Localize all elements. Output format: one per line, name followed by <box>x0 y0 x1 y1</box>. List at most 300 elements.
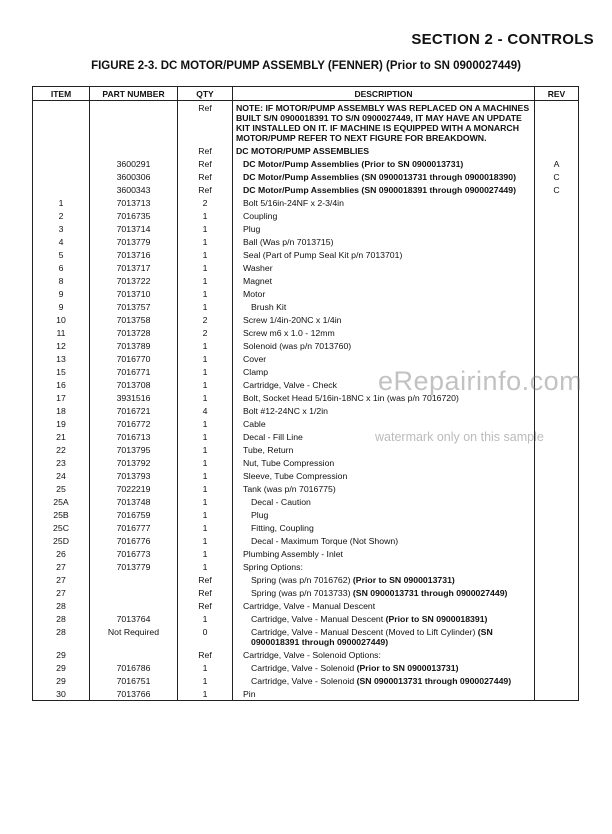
qty-cell: 1 <box>178 508 233 521</box>
table-row <box>33 612 579 625</box>
description-cell <box>233 209 535 222</box>
item-cell: 26 <box>33 547 90 560</box>
table-row <box>33 534 579 547</box>
part-number-cell: 7013766 <box>90 687 178 701</box>
description-cell <box>233 495 535 508</box>
qty-cell: 1 <box>178 482 233 495</box>
part-number-cell <box>90 144 178 157</box>
table-row <box>33 209 579 222</box>
item-cell: 12 <box>33 339 90 352</box>
rev-cell <box>535 495 579 508</box>
description-text: Ball (Was p/n 7013715) <box>243 237 334 247</box>
part-number-cell: 7016776 <box>90 534 178 547</box>
item-cell: 25B <box>33 508 90 521</box>
part-number-cell: 7013710 <box>90 287 178 300</box>
part-number-cell: 7016773 <box>90 547 178 560</box>
qty-cell: 1 <box>178 469 233 482</box>
watermark-brand: eRepairinfo.com <box>378 366 583 396</box>
qty-cell: 1 <box>178 534 233 547</box>
table-row <box>33 456 579 469</box>
table-row <box>33 404 579 417</box>
description-cell <box>233 648 535 661</box>
description-cell <box>233 612 535 625</box>
description-text: Cartridge, Valve - Solenoid Options: <box>243 650 381 660</box>
table-row <box>33 235 579 248</box>
table-row <box>33 313 579 326</box>
part-number-cell: 7016751 <box>90 674 178 687</box>
rev-cell <box>535 612 579 625</box>
description-text: Seal (Part of Pump Seal Kit p/n 7013701) <box>243 250 403 260</box>
part-number-cell: 7013717 <box>90 261 178 274</box>
rev-cell <box>535 560 579 573</box>
description-text: Tube, Return <box>243 445 294 455</box>
serial-range-text: (SN 0900013731 through 0900027449) <box>352 588 508 598</box>
qty-cell: 0 <box>178 625 233 648</box>
part-number-cell: 7016771 <box>90 365 178 378</box>
qty-cell: 1 <box>178 674 233 687</box>
description-cell <box>233 469 535 482</box>
table-row <box>33 547 579 560</box>
table-row <box>33 482 579 495</box>
qty-cell: 1 <box>178 365 233 378</box>
item-cell: 10 <box>33 313 90 326</box>
table-row <box>33 625 579 648</box>
table-row <box>33 560 579 573</box>
qty-cell: 1 <box>178 209 233 222</box>
description-text: Solenoid (was p/n 7013760) <box>243 341 352 351</box>
rev-cell <box>535 456 579 469</box>
qty-cell: Ref <box>178 586 233 599</box>
description-cell <box>233 482 535 495</box>
table-body <box>33 101 579 701</box>
description-text: Magnet <box>243 276 272 286</box>
item-cell: 6 <box>33 261 90 274</box>
table-row <box>33 248 579 261</box>
item-cell: 15 <box>33 365 90 378</box>
item-cell: 28 <box>33 625 90 648</box>
rev-cell <box>535 674 579 687</box>
description-text: Decal - Fill Line <box>243 432 303 442</box>
description-text: Spring (was p/n 7013733) <box>251 588 353 598</box>
item-cell: 28 <box>33 599 90 612</box>
description-text: Tank (was p/n 7016775) <box>243 484 336 494</box>
qty-cell: 1 <box>178 443 233 456</box>
rev-cell <box>535 274 579 287</box>
description-cell <box>233 183 535 196</box>
item-cell: 27 <box>33 560 90 573</box>
item-cell: 25C <box>33 521 90 534</box>
table-row <box>33 443 579 456</box>
part-number-cell: 7013757 <box>90 300 178 313</box>
table-row <box>33 183 579 196</box>
table-row <box>33 573 579 586</box>
rev-cell <box>535 404 579 417</box>
table-row <box>33 170 579 183</box>
rev-cell <box>535 508 579 521</box>
table-row <box>33 144 579 157</box>
header-description: DESCRIPTION <box>233 87 535 101</box>
description-cell <box>233 560 535 573</box>
header-qty: QTY <box>178 87 233 101</box>
description-cell <box>233 235 535 248</box>
qty-cell: 1 <box>178 391 233 404</box>
item-cell: 25 <box>33 482 90 495</box>
qty-cell: 2 <box>178 196 233 209</box>
item-cell: 25A <box>33 495 90 508</box>
part-number-cell: 7013795 <box>90 443 178 456</box>
qty-cell: 1 <box>178 287 233 300</box>
description-cell <box>233 313 535 326</box>
item-cell: 29 <box>33 648 90 661</box>
description-cell <box>233 339 535 352</box>
table-row <box>33 648 579 661</box>
section-title: SECTION 2 - CONTROLS <box>411 31 594 48</box>
description-text: Screw 1/4in-20NC x 1/4in <box>243 315 342 325</box>
qty-cell: Ref <box>178 573 233 586</box>
description-text: Spring (was p/n 7016762) <box>251 575 353 585</box>
description-cell <box>233 248 535 261</box>
item-cell: 11 <box>33 326 90 339</box>
table-row <box>33 300 579 313</box>
description-text: NOTE: IF MOTOR/PUMP ASSEMBLY WAS REPLACED ON A MACHINES BUILT S/N 0900018391 TO S/N 0900027449, IT MAY HAVE AN UPDATE KIT INSTALLED ON IT. IF MACHINE IS EQUIPPED WITH A MONARCH MOTOR/PUMP REFER TO NEXT FIGURE FOR BREAKDOWN. <box>236 103 530 143</box>
rev-cell: C <box>535 183 579 196</box>
table-row <box>33 586 579 599</box>
qty-cell: 1 <box>178 248 233 261</box>
description-cell <box>233 300 535 313</box>
rev-cell <box>535 573 579 586</box>
description-text: Bolt #12-24NC x 1/2in <box>243 406 328 416</box>
item-cell: 28 <box>33 612 90 625</box>
item-cell: 24 <box>33 469 90 482</box>
rev-cell <box>535 196 579 209</box>
item-cell <box>33 101 90 145</box>
description-text: Plug <box>243 224 261 234</box>
description-text: Washer <box>243 263 273 273</box>
rev-cell <box>535 469 579 482</box>
description-cell <box>233 573 535 586</box>
table-row <box>33 674 579 687</box>
description-cell <box>233 586 535 599</box>
rev-cell <box>535 222 579 235</box>
rev-cell <box>535 661 579 674</box>
part-number-cell: 7016735 <box>90 209 178 222</box>
part-number-cell: 7016777 <box>90 521 178 534</box>
rev-cell <box>535 417 579 430</box>
description-cell <box>233 222 535 235</box>
description-cell <box>233 443 535 456</box>
description-text: Motor <box>243 289 266 299</box>
table-row <box>33 101 579 145</box>
qty-cell: 1 <box>178 430 233 443</box>
description-text: Fitting, Coupling <box>251 523 314 533</box>
header-rev: REV <box>535 87 579 101</box>
description-cell <box>233 534 535 547</box>
part-number-cell <box>90 599 178 612</box>
description-text: Spring Options: <box>243 562 303 572</box>
description-cell <box>233 326 535 339</box>
item-cell: 16 <box>33 378 90 391</box>
item-cell: 27 <box>33 573 90 586</box>
part-number-cell: 7022219 <box>90 482 178 495</box>
qty-cell: 1 <box>178 261 233 274</box>
description-cell <box>233 287 535 300</box>
part-number-cell: 7013748 <box>90 495 178 508</box>
part-number-cell: 3931516 <box>90 391 178 404</box>
part-number-cell: 7013793 <box>90 469 178 482</box>
qty-cell: 1 <box>178 560 233 573</box>
item-cell: 21 <box>33 430 90 443</box>
rev-cell <box>535 521 579 534</box>
table-row <box>33 287 579 300</box>
rev-cell <box>535 648 579 661</box>
item-cell: 29 <box>33 661 90 674</box>
description-text: DC Motor/Pump Assemblies (SN 0900013731 through 0900018390) <box>243 172 516 182</box>
rev-cell <box>535 339 579 352</box>
part-number-cell: 7013708 <box>90 378 178 391</box>
qty-cell: 1 <box>178 222 233 235</box>
rev-cell <box>535 687 579 701</box>
part-number-cell: 7016786 <box>90 661 178 674</box>
qty-cell: Ref <box>178 144 233 157</box>
part-number-cell <box>90 586 178 599</box>
item-cell: 8 <box>33 274 90 287</box>
part-number-cell: Not Required <box>90 625 178 648</box>
serial-range-text: (SN 0900013731 through 0900027449) <box>356 676 512 686</box>
rev-cell <box>535 443 579 456</box>
rev-cell <box>535 287 579 300</box>
table-row <box>33 495 579 508</box>
table-row <box>33 599 579 612</box>
qty-cell: Ref <box>178 101 233 145</box>
part-number-cell: 7013792 <box>90 456 178 469</box>
item-cell: 9 <box>33 300 90 313</box>
serial-range-text: (Prior to SN 0900013731) <box>356 663 459 673</box>
description-cell <box>233 101 535 145</box>
qty-cell: 1 <box>178 687 233 701</box>
item-cell: 17 <box>33 391 90 404</box>
qty-cell: 1 <box>178 274 233 287</box>
item-cell: 5 <box>33 248 90 261</box>
description-cell <box>233 170 535 183</box>
qty-cell: 1 <box>178 612 233 625</box>
part-number-cell <box>90 573 178 586</box>
item-cell: 2 <box>33 209 90 222</box>
part-number-cell: 7016721 <box>90 404 178 417</box>
rev-cell <box>535 586 579 599</box>
description-text: Clamp <box>243 367 269 377</box>
rev-cell <box>535 300 579 313</box>
description-cell <box>233 144 535 157</box>
description-cell <box>233 661 535 674</box>
table-row <box>33 261 579 274</box>
header-part-number: PART NUMBER <box>90 87 178 101</box>
table-row <box>33 508 579 521</box>
qty-cell: 4 <box>178 404 233 417</box>
qty-cell: 2 <box>178 326 233 339</box>
description-text: Cartridge, Valve - Solenoid <box>251 663 357 673</box>
qty-cell: 1 <box>178 339 233 352</box>
part-number-cell: 3600343 <box>90 183 178 196</box>
qty-cell: 1 <box>178 495 233 508</box>
description-cell <box>233 196 535 209</box>
item-cell: 30 <box>33 687 90 701</box>
table-row <box>33 661 579 674</box>
rev-cell <box>535 534 579 547</box>
part-number-cell: 7013779 <box>90 235 178 248</box>
qty-cell: Ref <box>178 648 233 661</box>
rev-cell <box>535 313 579 326</box>
description-text: Nut, Tube Compression <box>243 458 335 468</box>
qty-cell: 1 <box>178 661 233 674</box>
description-text: Cartridge, Valve - Manual Descent <box>251 614 386 624</box>
qty-cell: 1 <box>178 456 233 469</box>
item-cell: 19 <box>33 417 90 430</box>
part-number-cell <box>90 648 178 661</box>
description-text: Plumbing Assembly - Inlet <box>243 549 343 559</box>
description-text: Screw m6 x 1.0 - 12mm <box>243 328 335 338</box>
item-cell <box>33 144 90 157</box>
table-row <box>33 521 579 534</box>
qty-cell: Ref <box>178 157 233 170</box>
table-row <box>33 352 579 365</box>
qty-cell: Ref <box>178 183 233 196</box>
description-text: Cartridge, Valve - Solenoid <box>251 676 357 686</box>
description-cell <box>233 456 535 469</box>
description-text: DC Motor/Pump Assemblies (Prior to SN 0900013731) <box>243 159 464 169</box>
rev-cell <box>535 261 579 274</box>
part-number-cell: 7013728 <box>90 326 178 339</box>
rev-cell <box>535 209 579 222</box>
table-row <box>33 274 579 287</box>
part-number-cell: 7016770 <box>90 352 178 365</box>
description-text: Cartridge, Valve - Manual Descent <box>243 601 376 611</box>
part-number-cell <box>90 101 178 145</box>
description-cell <box>233 157 535 170</box>
header-item: ITEM <box>33 87 90 101</box>
description-cell <box>233 274 535 287</box>
description-cell <box>233 625 535 648</box>
description-cell <box>233 261 535 274</box>
rev-cell <box>535 547 579 560</box>
part-number-cell: 7016772 <box>90 417 178 430</box>
description-text: Cartridge, Valve - Check <box>243 380 337 390</box>
description-cell <box>233 417 535 430</box>
description-text: Bolt 5/16in-24NF x 2-3/4in <box>243 198 344 208</box>
table-row <box>33 196 579 209</box>
item-cell: 3 <box>33 222 90 235</box>
part-number-cell: 7013722 <box>90 274 178 287</box>
table-row <box>33 339 579 352</box>
part-number-cell: 7016759 <box>90 508 178 521</box>
item-cell: 23 <box>33 456 90 469</box>
serial-range-text: (Prior to SN 0900018391) <box>385 614 488 624</box>
part-number-cell: 7013758 <box>90 313 178 326</box>
description-text: Bolt, Socket Head 5/16in-18NC x 1in (was p/n 7016720) <box>243 393 459 403</box>
part-number-cell: 7013714 <box>90 222 178 235</box>
qty-cell: 1 <box>178 417 233 430</box>
description-cell <box>233 521 535 534</box>
description-cell <box>233 687 535 701</box>
description-text: Decal - Maximum Torque (Not Shown) <box>251 536 399 546</box>
part-number-cell: 7013789 <box>90 339 178 352</box>
table-row <box>33 417 579 430</box>
rev-cell <box>535 482 579 495</box>
qty-cell: 1 <box>178 235 233 248</box>
serial-range-text: (SN 0900018391 through 0900027449) <box>251 627 493 647</box>
table-header-row <box>33 87 579 101</box>
item-cell: 22 <box>33 443 90 456</box>
rev-cell <box>535 144 579 157</box>
table-row <box>33 469 579 482</box>
watermark-note: watermark only on this sample <box>375 430 544 444</box>
item-cell: 25D <box>33 534 90 547</box>
description-cell <box>233 352 535 365</box>
qty-cell: 1 <box>178 547 233 560</box>
rev-cell: A <box>535 157 579 170</box>
table-row <box>33 687 579 701</box>
rev-cell <box>535 326 579 339</box>
qty-cell: 1 <box>178 352 233 365</box>
item-cell: 1 <box>33 196 90 209</box>
description-text: Pin <box>243 689 256 699</box>
qty-cell: 1 <box>178 521 233 534</box>
item-cell: 18 <box>33 404 90 417</box>
description-cell <box>233 599 535 612</box>
part-number-cell: 7016713 <box>90 430 178 443</box>
rev-cell <box>535 625 579 648</box>
rev-cell <box>535 235 579 248</box>
qty-cell: 1 <box>178 378 233 391</box>
rev-cell <box>535 352 579 365</box>
part-number-cell: 7013779 <box>90 560 178 573</box>
item-cell <box>33 183 90 196</box>
item-cell <box>33 157 90 170</box>
part-number-cell: 7013713 <box>90 196 178 209</box>
qty-cell: 1 <box>178 300 233 313</box>
qty-cell: Ref <box>178 170 233 183</box>
description-text: Sleeve, Tube Compression <box>243 471 348 481</box>
description-text: Brush Kit <box>251 302 287 312</box>
figure-title: FIGURE 2-3. DC MOTOR/PUMP ASSEMBLY (FENNER) (Prior to SN 0900027449) <box>91 60 521 72</box>
table-row <box>33 326 579 339</box>
description-text: DC MOTOR/PUMP ASSEMBLIES <box>236 146 370 156</box>
part-number-cell: 3600291 <box>90 157 178 170</box>
description-text: Cartridge, Valve - Manual Descent (Moved to Lift Cylinder) <box>251 627 478 637</box>
description-text: Coupling <box>243 211 278 221</box>
description-cell <box>233 404 535 417</box>
item-cell: 29 <box>33 674 90 687</box>
part-number-cell: 7013764 <box>90 612 178 625</box>
item-cell: 27 <box>33 586 90 599</box>
description-text: Plug <box>251 510 269 520</box>
table-row <box>33 157 579 170</box>
rev-cell <box>535 248 579 261</box>
description-text: DC Motor/Pump Assemblies (SN 0900018391 through 0900027449) <box>243 185 516 195</box>
description-cell <box>233 547 535 560</box>
description-cell <box>233 508 535 521</box>
description-text: Cover <box>243 354 267 364</box>
serial-range-text: (Prior to SN 0900013731) <box>352 575 455 585</box>
rev-cell <box>535 599 579 612</box>
item-cell <box>33 170 90 183</box>
item-cell: 13 <box>33 352 90 365</box>
description-text: Cable <box>243 419 266 429</box>
rev-cell <box>535 101 579 145</box>
item-cell: 9 <box>33 287 90 300</box>
qty-cell: Ref <box>178 599 233 612</box>
part-number-cell: 7013716 <box>90 248 178 261</box>
item-cell: 4 <box>33 235 90 248</box>
